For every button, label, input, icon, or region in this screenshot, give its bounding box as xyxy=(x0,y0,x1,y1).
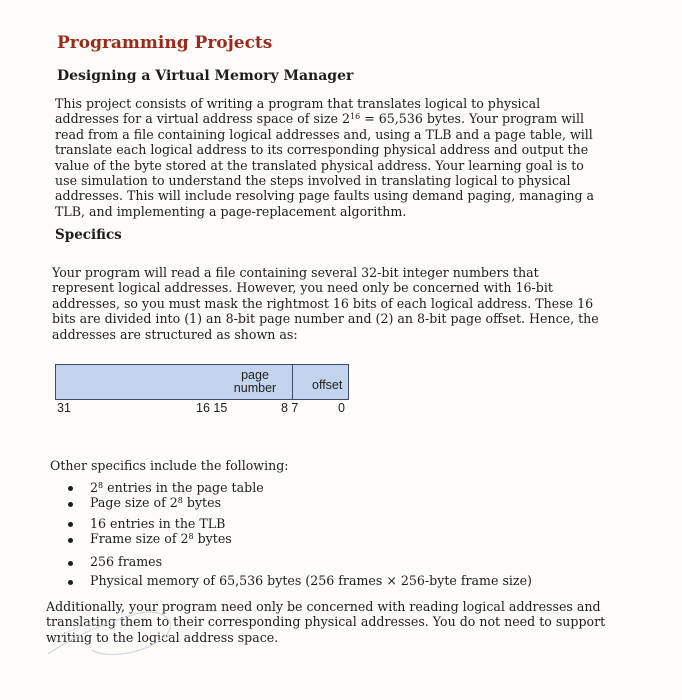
bit-label-16-15: 16 15 xyxy=(196,401,228,415)
bullet-dot xyxy=(68,576,76,584)
bit-label-8-7: 8 7 xyxy=(281,401,299,415)
list-item: Frame size of $2^8$ bytes xyxy=(90,531,232,546)
bullet-dot xyxy=(68,498,76,506)
offset-label: offset xyxy=(312,378,343,392)
list-item: Page size of $2^8$ bytes xyxy=(90,495,222,510)
closing-paragraph: Additionally, your program need only be concerned with reading logical addresses and translating them to their corresponding physical addresses. You do not need to support writing to the logical address space. xyxy=(46,599,606,645)
bullet-dot xyxy=(68,557,76,565)
bullet-dot xyxy=(68,518,76,526)
bullet-dot xyxy=(68,534,76,542)
intro-paragraph xyxy=(55,96,595,219)
page-title: Programming Projects xyxy=(57,33,273,53)
list-item: 256 frames xyxy=(90,554,163,569)
address-structure-diagram xyxy=(55,364,349,400)
section-title: Designing a Virtual Memory Manager xyxy=(57,68,354,84)
list-item: $2^8$ entries in the page table xyxy=(90,480,264,495)
intro-text-b: = 65,536 bytes. Your program will read from a file containing logical addresses and, using a TLB and a page table, will translate each logical address to its corresponding physical address and output the value of the byte stored at the translated physical address. Your learning goal is to use simulation to understand the steps involved in translating logical to physical addresses. This will include resolving page faults using demand paging, managing a TLB, and implementing a page-replacement algorithm. xyxy=(55,111,595,219)
intro-text-a: This project consists of writing a program that translates logical to physical addresses for a virtual address space of size 2 xyxy=(55,96,541,127)
bullet-dot xyxy=(68,482,76,490)
list-item: 16 entries in the TLB xyxy=(90,516,226,531)
intro-exponent: 16 xyxy=(350,112,361,122)
bit-label-31: 31 xyxy=(57,401,71,415)
page-number-label: page number xyxy=(233,368,277,395)
specifics-paragraph: Your program will read a file containing several 32-bit integer numbers that represent logical addresses. However, you need only be concerned with 16-bit addresses, so you must mask the rightmost 16 bits of each logical address. These 16 bits are divided into (1) an 8-bit page number and (2) an 8-bit page offset. Hence, the addresses are structured as shown as: xyxy=(52,265,599,342)
handwritten-scribble xyxy=(40,592,200,672)
bit-label-0: 0 xyxy=(338,401,345,415)
list-item: Physical memory of 65,536 bytes (256 frames × 256-byte frame size) xyxy=(90,573,532,588)
specifics-heading: Specifics xyxy=(55,227,122,243)
other-specifics-intro: Other specifics include the following: xyxy=(50,458,289,473)
offset-divider xyxy=(292,365,293,399)
